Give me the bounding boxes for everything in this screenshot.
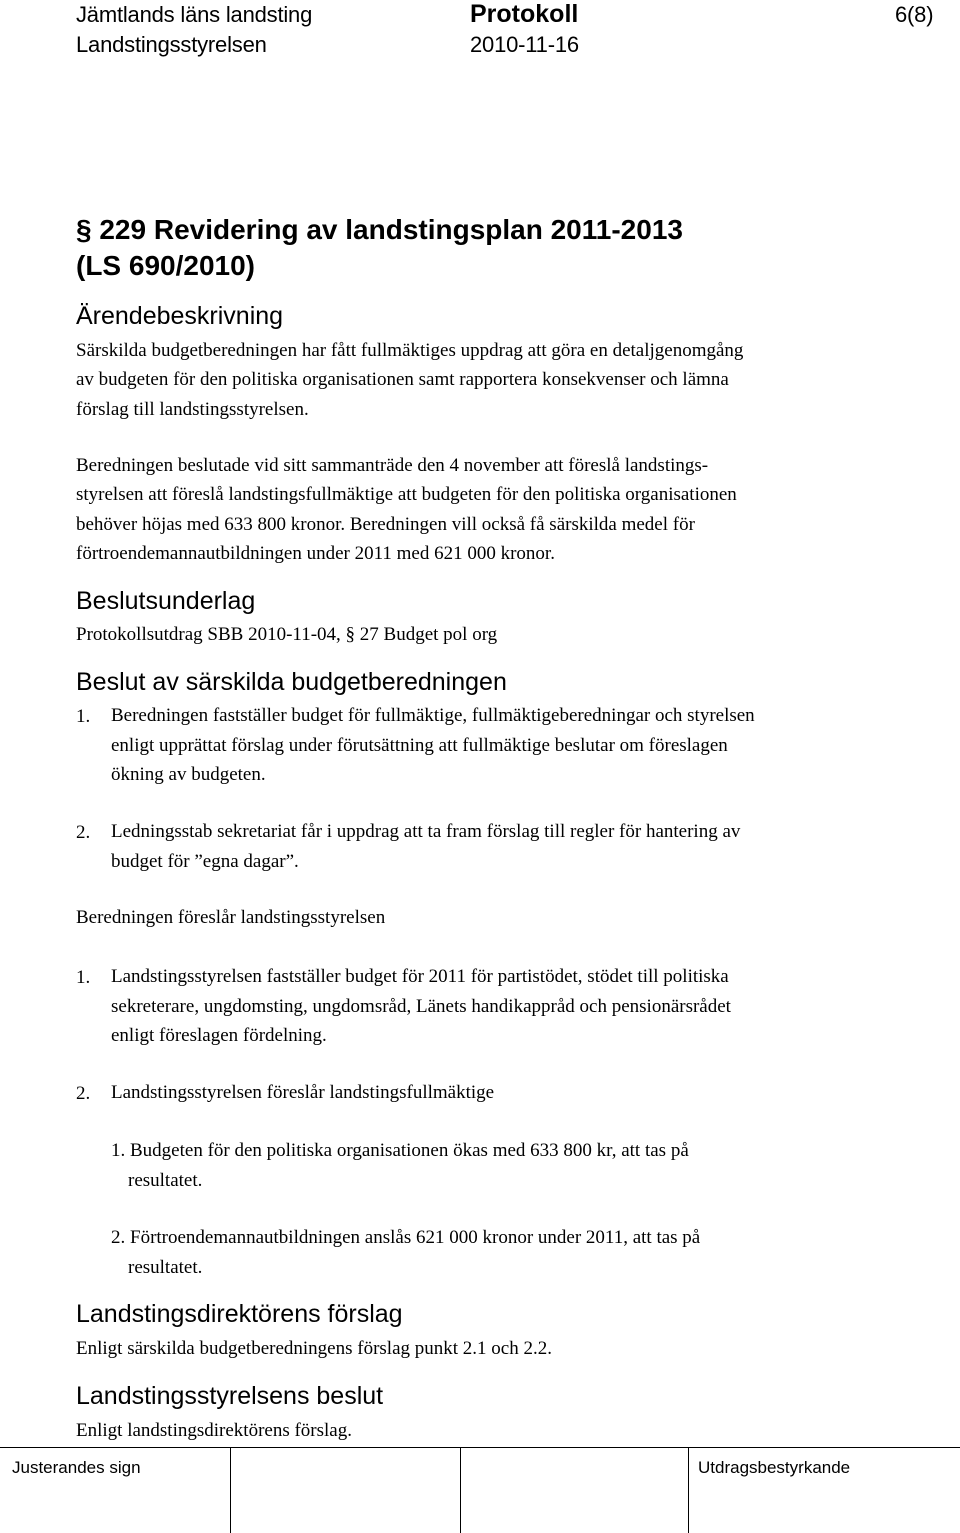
landstingsdirektorens-forslag-text: Enligt särskilda budgetberedningens förslag punkt 2.1 och 2.2. <box>76 1338 552 1359</box>
text-line: Landstingsstyrelsen fastställer budget för 2011 för partistödet, stödet till politiska <box>111 966 729 987</box>
signature-box-divider <box>230 1447 231 1533</box>
header-doc-type: Protokoll <box>470 0 579 28</box>
beslutsunderlag-reference: Protokollsutdrag SBB 2010-11-04, § 27 Budget pol org <box>76 624 498 645</box>
header-date: 2010-11-16 <box>470 32 579 57</box>
text-line: av budgeten för den politiska organisationen samt rapportera konsekvenser och lämna <box>76 369 729 391</box>
heading-landstingsstyrelsens-beslut: Landstingsstyrelsens beslut <box>76 1382 384 1410</box>
list-number: 1. <box>76 706 91 727</box>
text-line: sekreterare, ungdomsting, ungdomsråd, Länets handikappråd och pensionärsrådet <box>111 995 731 1017</box>
footer-utdragsbestyrkande: Utdragsbestyrkande <box>698 1458 851 1477</box>
heading-beslut-budgetberedningen: Beslut av särskilda budgetberedningen <box>76 668 507 696</box>
page-title-case-number: (LS 690/2010) <box>76 250 255 281</box>
heading-beslutsunderlag: Beslutsunderlag <box>76 587 256 615</box>
text-line: Beredningen fastställer budget för fullmäktige, fullmäktigeberedningar och styrelsen <box>111 705 755 726</box>
paragraph-background <box>76 336 743 424</box>
list-number: 1. <box>76 967 91 988</box>
text-line: Särskilda budgetberedningen har fått fullmäktiges uppdrag att göra en detaljgenomgång <box>76 340 744 361</box>
footer-divider <box>0 1447 960 1448</box>
sub-list-item <box>111 1136 689 1195</box>
text-line: förtroendemannautbildningen under 2011 med 621 000 kronor. <box>76 542 555 564</box>
list-item <box>111 701 755 790</box>
text-line: enligt föreslagen fördelning. <box>111 1025 327 1046</box>
paragraph-proposal <box>76 451 737 568</box>
text-line: resultatet. <box>128 1169 203 1191</box>
text-line: ökning av budgeten. <box>111 764 266 785</box>
list-item <box>111 962 731 1051</box>
text-line: enligt upprättat förslag under förutsättning att fullmäktige beslutar om föreslagen <box>111 734 728 756</box>
text-line: 2. Förtroendemannautbildningen anslås 621 000 kronor under 2011, att tas på <box>111 1227 701 1248</box>
text-line: behöver höjas med 633 800 kronor. Beredningen vill också få särskilda medel för <box>76 513 695 535</box>
header-org: Jämtlands läns landsting <box>76 2 313 27</box>
header-board: Landstingsstyrelsen <box>76 32 267 57</box>
signature-box-divider <box>460 1447 461 1533</box>
text-line: Beredningen beslutade vid sitt sammanträde den 4 november att föreslå landstings- <box>76 455 709 476</box>
list-number: 2. <box>76 822 91 843</box>
signature-box-divider <box>688 1447 689 1533</box>
sub-list-item <box>111 1223 700 1282</box>
beredningen-foreslar-intro: Beredningen föreslår landstingsstyrelsen <box>76 907 386 928</box>
text-line: styrelsen att föreslå landstingsfullmäktige att budgeten för den politiska organisationen <box>76 484 737 506</box>
text-line: förslag till landstingsstyrelsen. <box>76 398 309 420</box>
list-number: 2. <box>76 1083 91 1104</box>
page-title: § 229 Revidering av landstingsplan 2011-2013 <box>76 214 683 245</box>
text-line: budget för ”egna dagar”. <box>111 850 299 872</box>
text-line: Landstingsstyrelsen föreslår landstingsfullmäktige <box>111 1082 495 1103</box>
text-line: 1. Budgeten för den politiska organisationen ökas med 633 800 kr, att tas på <box>111 1140 689 1161</box>
footer-justerandes-sign: Justerandes sign <box>12 1458 141 1477</box>
heading-landstingsdirektorens-forslag: Landstingsdirektörens förslag <box>76 1300 403 1328</box>
list-item <box>111 1078 494 1108</box>
header-page-number: 6(8) <box>895 2 934 27</box>
list-item <box>111 817 740 876</box>
text-line: Ledningsstab sekretariat får i uppdrag att ta fram förslag till regler för hantering av <box>111 821 741 842</box>
heading-arendebeskrivning: Ärendebeskrivning <box>76 302 284 330</box>
landstingsstyrelsens-beslut-text: Enligt landstingsdirektörens förslag. <box>76 1420 352 1441</box>
text-line: resultatet. <box>128 1256 203 1278</box>
